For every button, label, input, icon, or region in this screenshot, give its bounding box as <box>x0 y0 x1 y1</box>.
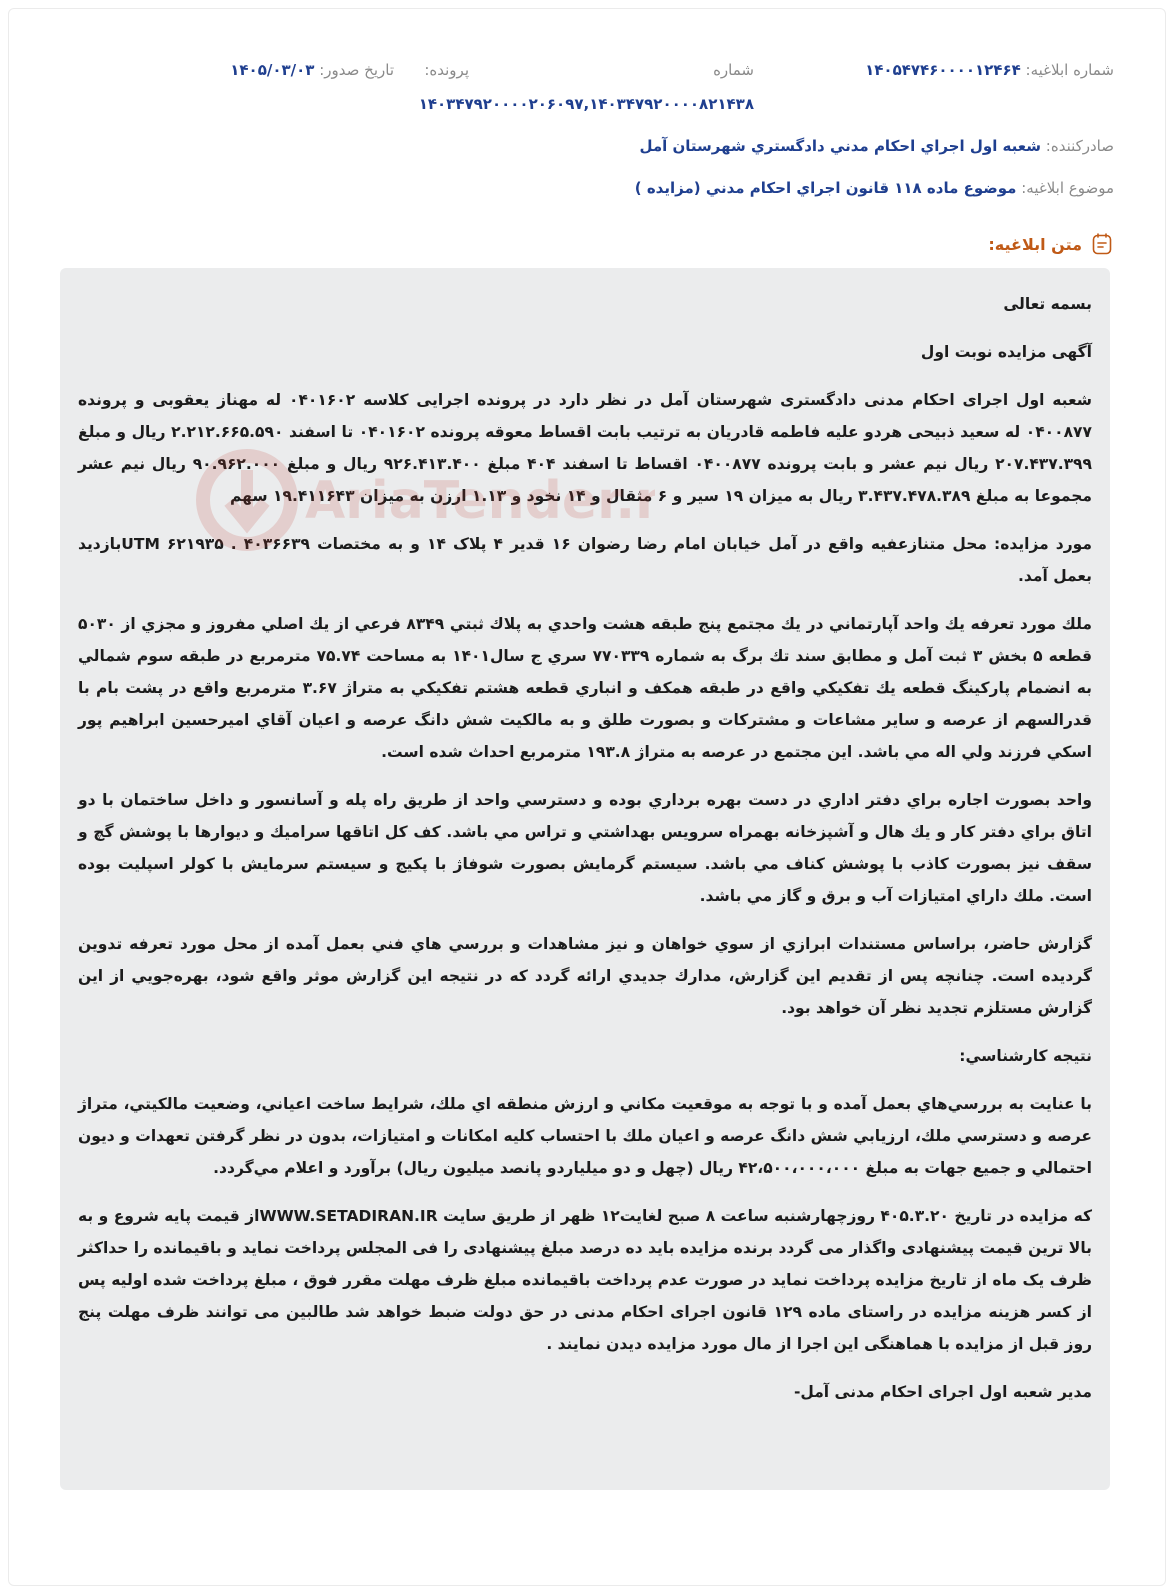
notice-number-value: ۱۴۰۵۴۷۴۶۰۰۰۰۱۲۴۶۴ <box>865 61 1021 79</box>
issue-date-label: تاریخ صدور: <box>319 61 394 79</box>
paragraph-report-basis: گزارش حاضر، براساس مستندات ابرازي از سوي خواهان و نيز مشاهدات و بررسي هاي فني بعمل آمده از محل مورد تعرفه تدوين گرديده است. چنانچه پس از تقديم اين گزارش، مدارك جديدي ارائه گردد كه در نتيجه اين گزارش موثر واقع شود، بهره‌جويي از اين گزارش مستلزم تجديد نظر آن خواهد بود. <box>78 935 1092 1017</box>
notice-body <box>60 268 1110 1490</box>
case-numbers: ۱۴۰۳۴۷۹۲۰۰۰۰۲۰۶۰۹۷,۱۴۰۳۴۷۹۲۰۰۰۰۸۲۱۴۳۸ <box>418 95 754 113</box>
issuer-label: صادرکننده: <box>1045 137 1114 155</box>
paragraph-auction-terms: که مزایده در تاریخ ۴۰۵.۳.۲۰ روزچهارشنبه ساعت ۸ صبح لغایت۱۲ ظهر از طریق سایت WWW.SETADIRAN.IRاز قیمت پایه شروع و به بالا ترین قیمت پیشنهادی واگذار می گردد برنده مزایده باید ده درصد مبلغ پیشنهادی را فی المجلس پرداخت نماید و باقیمانده را حداکثر ظرف یک ماه از تاریخ مزایده پرداخت نماید در صورت عدم پرداخت باقیمانده مبلغ ظرف مهلت مقرر فوق ، مبلغ پرداخت شده اولیه پس از کسر هزینه مزایده در راستای ماده ۱۲۹ قانون اجرای احکام مدنی در حق دولت ضبط خواهد شد طالبین می توانند ظرف مهلت پنج روز قبل از مزایده با هماهنگی این اجرا از مال مورد مزایده دیدن نمایند . <box>77 1207 1092 1353</box>
paragraph-auction-title: آگهی مزایده نوبت اول <box>920 343 1092 361</box>
issue-date <box>230 58 394 82</box>
case-label: پرونده: <box>424 61 469 79</box>
number-label: شماره <box>713 61 754 79</box>
paragraph-property-description: ملك مورد تعرفه يك واحد آپارتماني در يك مجتمع پنج طبقه هشت واحدي به پلاك ثبتي ۸۳۴۹ فرعي از يك اصلي مفروز و مجزي از ۵۰۳۰ قطعه ۵ بخش ۳ ثبت آمل و مطابق سند تك برگ به شماره ۷۷۰۳۳۹ سري ج سال۱۴۰۱ به مساحت ۷۵.۷۴ مترمربع در طبقه سوم شمالي به انضمام پاركينگ قطعه يك تفكيكي واقع در طبقه همكف و انباري قطعه هشتم تفكيكي به متراژ ۳.۶۷ مترمربع واقع در پشت بام با قدرالسهم از عرصه و ساير مشاعات و مشتركات و بصورت طلق و به مالكيت شش دانگ عرصه و اعيان آقاي اميرحسين ابراهيم پور اسكي فرزند ولي اله مي باشد. اين مجتمع در عرصه به متراژ ۱۹۳.۸ مترمربع احداث شده است. <box>78 615 1092 761</box>
paragraph-unit-usage: واحد بصورت اجاره براي دفتر اداري در دست بهره برداري بوده و دسترسي واحد از طريق راه پله و آسانسور و داخل ساختمان با دو اتاق براي دفتر كار و يك هال و آشپزخانه بهمراه سرويس بهداشتي و تراس مي باشد. كف كل اتاقها سراميك و ديوارها با پوشش گچ و سقف نيز بصورت كاذب با پوشش كناف مي باشد. سيستم گرمايش بصورت شوفاژ با پكيج و سيستم سرمايش با كولر اسپليت بوده است. ملك داراي امتيازات آب و برق و گاز مي باشد. <box>78 791 1092 905</box>
issuer-value: شعبه اول اجراي احکام مدني دادگستري شهرستان آمل <box>639 137 1041 155</box>
notice-body-heading-label: متن ابلاغیه: <box>988 234 1082 254</box>
notice-number <box>865 58 1114 82</box>
subject-value: موضوع ماده ۱۱۸ قانون اجراي احکام مدني (مزايده ) <box>634 179 1017 197</box>
document-icon <box>1090 232 1114 256</box>
subject-label: موضوع ابلاغیه: <box>1021 179 1114 197</box>
notice-body-heading <box>988 232 1114 256</box>
issuer <box>639 134 1114 158</box>
issue-date-value: ۱۴۰۵/۰۳/۰۳ <box>230 61 315 79</box>
paragraph-auction-subject: مورد مزایده: محل متنازعفیه واقع در آمل خیابان امام رضا رضوان ۱۶ قدیر ۴ پلاک ۱۴ و به مختصات UTM ۶۲۱۹۳۵ . ۴۰۳۶۶۳۹بازدید بعمل آمد. <box>78 535 1093 585</box>
notice-number-label: شماره ابلاغیه: <box>1025 61 1114 79</box>
paragraph-signature: مدیر شعبه اول اجرای احکام مدنی آمل- <box>793 1383 1092 1401</box>
paragraph-case-details: شعبه اول اجرای احکام مدنی دادگستری شهرستان آمل در نظر دارد در پرونده اجرایی کلاسه ۰۴۰۱۶۰۲ له مهناز یعقوبی و پرونده ۰۴۰۰۸۷۷ له سعید ذبیحی هردو علیه فاطمه قادریان به ترتیب بابت اقساط معوقه پرونده ۰۴۰۱۶۰۲ تا اسفند ۲.۲۱۲.۶۶۵.۵۹۰ ریال و مبلغ ۲۰۷.۴۳۷.۳۹۹ ریال نیم عشر و بابت پرونده ۰۴۰۰۸۷۷ اقساط تا اسفند ۴۰۴ مبلغ ۹۲۶.۴۱۳.۴۰۰ ریال و مبلغ ۹۰.۹۶۲.۰۰۰ ریال نیم عشر مجموعا به مبلغ ۳.۴۳۷.۴۷۸.۳۸۹ ریال به میزان ۱۹ سیر و ۶ مثقال و ۱۴ نخود و ۱.۱۳ ارزن به میزان ۱۹.۴۱۱۶۴۳ سهم <box>78 391 1092 505</box>
paragraph-expert-result-heading: نتيجه كارشناسي: <box>959 1047 1092 1065</box>
paragraph-valuation: با عنايت به بررسي‌هاي بعمل آمده و با توجه به موقعيت مكاني و ارزش منطقه اي ملك، شرايط ساخت اعياني، وضعيت مالكيتي، متراژ عرصه و دسترسي ملك، ارزيابي شش دانگ عرصه و اعيان ملك با احتساب كليه امكانات و امتيازات، بدون در نظر گرفتن تعهدات و ديون احتمالي و جميع جهات به مبلغ ۴۲،۵۰۰،۰۰۰،۰۰۰ ريال (چهل و دو ميلياردو پانصد ميليون ريال) برآورد و اعلام مي‌گردد. <box>78 1095 1092 1177</box>
subject <box>635 176 1114 200</box>
paragraph-greeting: بسمه تعالی <box>1003 295 1092 313</box>
